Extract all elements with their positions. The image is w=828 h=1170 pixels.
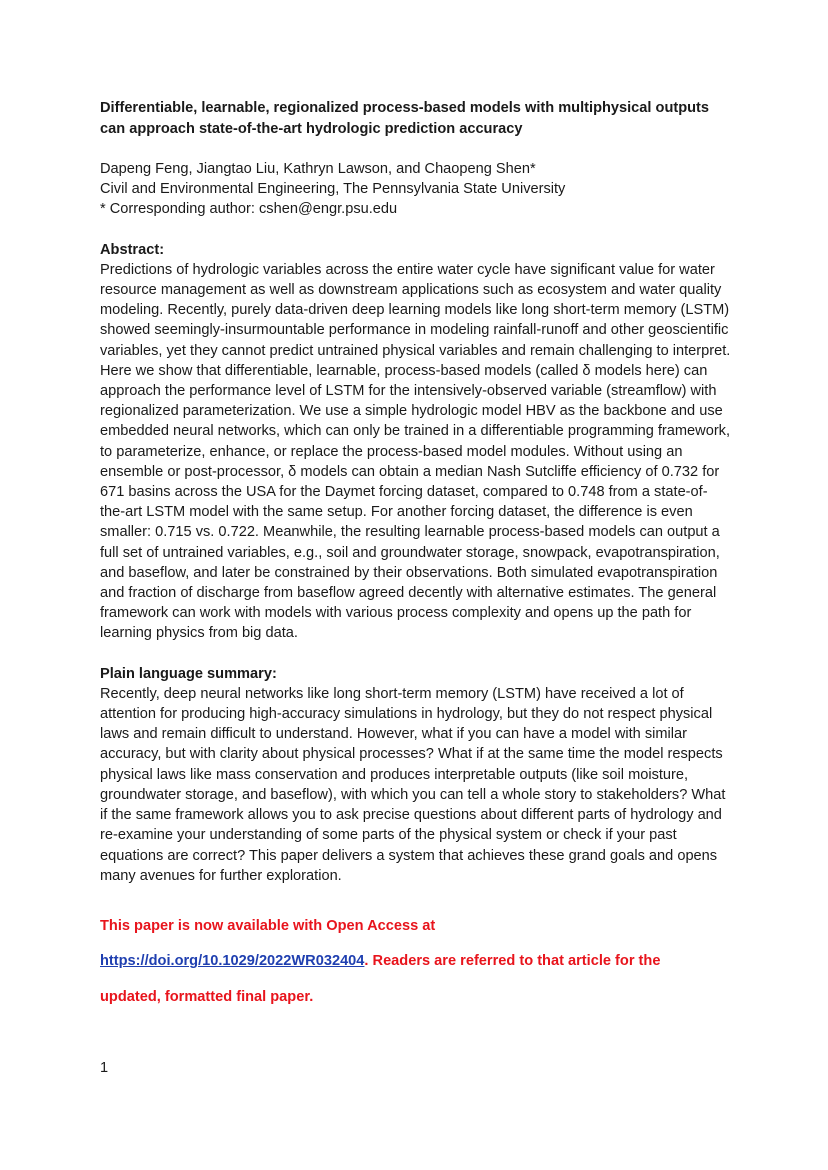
summary-heading: Plain language summary: bbox=[100, 665, 277, 682]
doi-link[interactable]: https://doi.org/10.1029/2022WR032404 bbox=[100, 953, 365, 970]
paper-page bbox=[100, 98, 732, 1022]
notice-line-1: This paper is now available with Open Access at bbox=[100, 917, 436, 934]
open-access-notice bbox=[100, 916, 732, 1007]
abstract-heading: Abstract: bbox=[100, 241, 165, 258]
author-names: Dapeng Feng, Jiangtao Liu, Kathryn Lawson, and Chaopeng Shen* bbox=[100, 161, 536, 177]
paper-title: Differentiable, learnable, regionalized process-based models with multiphysical outputs can approach state-of-the-art hydrologic prediction accuracy bbox=[100, 100, 710, 137]
author-block bbox=[100, 159, 732, 220]
notice-line-2-rest: . Readers are referred to that article for the bbox=[364, 953, 661, 970]
summary-text: Recently, deep neural networks like long short-term memory (LSTM) have received a lot of attention for producing high-accuracy simulations in hydrology, but they do not respect physical laws and remain difficult to understand. However, what if you can have a model with similar accuracy, but with clarity about physical processes? What if at the same time the model respects physical laws like mass conservation and produces interpretable outputs (like soil moisture, groundwater storage, and baseflow), with which you can tell a whole story to stakeholders? What if the same framework allows you to ask precise questions about different parts of hydrology and re-examine your understanding of some parts of the physical system or check if your past equations are correct? This paper delivers a system that achieves these grand goals and opens many avenues for further exploration. bbox=[100, 685, 726, 884]
corresponding-author: * Corresponding author: cshen@engr.psu.edu bbox=[100, 201, 398, 218]
author-affiliation: Civil and Environmental Engineering, The Pennsylvania State University bbox=[100, 181, 566, 198]
notice-line-3: updated, formatted final paper. bbox=[100, 988, 314, 1005]
page-number: 1 bbox=[100, 1060, 109, 1076]
abstract-text: Predictions of hydrologic variables across the entire water cycle have significant value for water resource management as well as downstream applications such as ecosystem and water quality modeling. Recently, purely data-driven deep learning models like long short-term memory (LSTM) showed seemingly-insurmountable performance in modeling rainfall-runoff and other geoscientific variables, yet they cannot predict untrained physical variables and remain challenging to interpret. Here we show that differentiable, learnable, process-based models (called δ models here) can approach the performance level of LSTM for the intensively-observed variable (streamflow) with regionalized parameterization. We use a simple hydrologic model HBV as the backbone and use embedded neural networks, which can only be trained in a differentiable programming framework, to parameterize, enhance, or replace the process-based model modules. Without using an ensemble or post-processor, δ models can obtain a median Nash Sutcliffe efficiency of 0.732 for 671 basins across the USA for the Daymet forcing dataset, compared to 0.748 from a state-of-the-art LSTM model with the same setup. For another forcing dataset, the difference is even smaller: 0.715 vs. 0.722. Meanwhile, the resulting learnable process-based models can output a full set of untrained variables, e.g., soil and groundwater storage, snowpack, evapotranspiration, and baseflow, and later be constrained by their observations. Both simulated evapotranspiration and fraction of discharge from baseflow agreed decently with alternative estimates. The general framework can work with models with various process complexity and opens up the path for learning physics from big data. bbox=[100, 261, 731, 642]
notice-line-2 bbox=[100, 951, 732, 971]
